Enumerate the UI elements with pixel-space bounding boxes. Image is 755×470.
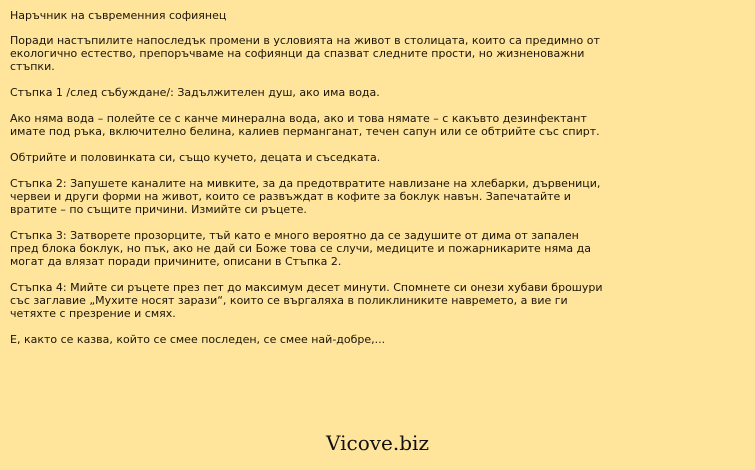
paragraph-closing: Е, както се казва, който се смее последен, се смее най-добре,... [10,333,386,346]
paragraph-wipe-others: Обтрийте и половинката си, също кучето, децата и съседката. [10,151,381,164]
site-watermark: Vicove.biz [326,431,429,455]
paragraph-step-2: Стъпка 2: Запушете каналите на мивките, за да предотвратите навлизане на хлебарки, дървеници, червеи и други форми на живот, които се развъждат в кофите за боклук навън. Запечатайте и вратите – по същите причини. Измийте си ръцете. [10,177,601,216]
paragraph-step-1: Стъпка 1 /след събуждане/: Задължителен душ, ако има вода. [10,86,380,99]
paragraph-step-4: Стъпка 4: Мийте си ръцете през пет до максимум десет минути. Спомнете си онези хубави брошури със заглавие „Мухите носят зарази“, които се въргаляха в поликлиниките навремето, а вие ги четяхте с презрение и смях. [10,281,603,320]
article-body [10,9,610,359]
paragraph-intro: Поради настъпилите напоследък промени в условията на живот в столицата, които са предимно от екологично естество, препоръчваме на софиянци да спазват следните прости, но жизненоважни стъпки. [10,34,600,73]
paragraph-no-water: Ако няма вода – полейте се с канче минерална вода, ако и това нямате – с какъвто дезинфектант имате под ръка, включително белина, калиев перманганат, течен сапун или се обтрийте със спирт. [10,112,600,138]
article-title: Наръчник на съвременния софиянец [10,9,227,22]
paragraph-step-3: Стъпка 3: Затворете прозорците, тъй като е много вероятно да се задушите от дима от запален пред блока боклук, но пък, ако не дай си Боже това се случи, медиците и пожарникарите няма да могат да влязат поради причините, описани в Стъпка 2. [10,229,591,268]
